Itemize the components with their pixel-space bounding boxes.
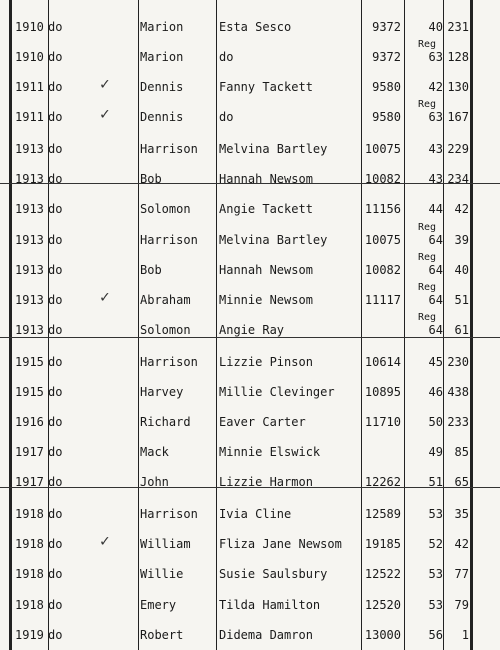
table-row — [0, 431, 500, 461]
reg-note: Reg — [418, 282, 437, 293]
page-cell: 233 — [447, 415, 469, 429]
table-row — [0, 36, 500, 66]
ditto-cell: do — [48, 507, 63, 521]
volume-cell: 53 — [428, 507, 443, 521]
table-row — [0, 188, 500, 218]
spouse-name-cell: Fliza Jane Newsom — [219, 537, 342, 551]
year-cell: 1913 — [15, 323, 44, 337]
ditto-cell: do — [48, 598, 63, 612]
page-cell: 65 — [454, 475, 469, 489]
given-name-cell: Harrison — [140, 233, 198, 247]
spouse-name-cell: Minnie Newsom — [219, 293, 313, 307]
table-row — [0, 523, 500, 553]
spouse-name-cell: Angie Tackett — [219, 202, 313, 216]
volume-cell: 42 — [428, 80, 443, 94]
license-number-cell: 12262 — [364, 475, 401, 489]
table-row — [0, 158, 500, 188]
license-number-cell: 10075 — [364, 142, 401, 156]
spouse-name-cell: Lizzie Pinson — [219, 355, 313, 369]
volume-cell: 53 — [428, 567, 443, 581]
ditto-cell: do — [48, 80, 63, 94]
table-row — [0, 219, 500, 249]
reg-note: Reg — [418, 99, 437, 110]
table-row — [0, 493, 500, 523]
license-number-cell: 10895 — [364, 385, 401, 399]
year-cell: 1911 — [15, 110, 44, 124]
volume-cell: 46 — [428, 385, 443, 399]
ditto-cell: do — [48, 233, 63, 247]
reg-note: Reg — [418, 39, 437, 50]
spouse-name-cell: do — [219, 50, 234, 64]
reg-note: Reg — [418, 312, 437, 323]
license-number-cell: 19185 — [364, 537, 401, 551]
table-row — [0, 66, 500, 96]
license-number-cell: 12520 — [364, 598, 401, 612]
given-name-cell: Bob — [140, 263, 162, 277]
checkmark-icon: ✓ — [100, 287, 110, 306]
volume-cell: 63 — [428, 110, 443, 124]
page-cell: 42 — [454, 202, 469, 216]
ditto-cell: do — [48, 142, 63, 156]
ditto-cell: do — [48, 20, 63, 34]
spouse-name-cell: Eaver Carter — [219, 415, 306, 429]
given-name-cell: Harrison — [140, 142, 198, 156]
license-number-cell: 11156 — [364, 202, 401, 216]
page-cell: 51 — [454, 293, 469, 307]
license-number-cell: 9580 — [372, 80, 401, 94]
table-row — [0, 96, 500, 126]
checkmark-icon: ✓ — [100, 74, 110, 93]
year-cell: 1918 — [15, 567, 44, 581]
spouse-name-cell: Melvina Bartley — [219, 142, 328, 156]
volume-cell: 44 — [428, 202, 443, 216]
page-cell: 61 — [454, 323, 469, 337]
year-cell: 1918 — [15, 598, 44, 612]
year-cell: 1913 — [15, 172, 44, 186]
page-cell: 35 — [454, 507, 469, 521]
ditto-cell: do — [48, 355, 63, 369]
license-number-cell: 12522 — [364, 567, 401, 581]
page-cell: 42 — [454, 537, 469, 551]
page-cell: 40 — [454, 263, 469, 277]
page-cell: 231 — [447, 20, 469, 34]
license-number-cell: 9580 — [372, 110, 401, 124]
license-number-cell: 10075 — [364, 233, 401, 247]
page-cell: 79 — [454, 598, 469, 612]
table-row — [0, 584, 500, 614]
volume-cell: 64 — [428, 263, 443, 277]
given-name-cell: Solomon — [140, 323, 191, 337]
spouse-name-cell: Tilda Hamilton — [219, 598, 321, 612]
ditto-cell: do — [48, 202, 63, 216]
given-name-cell: Bob — [140, 172, 162, 186]
year-cell: 1913 — [15, 202, 44, 216]
spouse-name-cell: Angie Ray — [219, 323, 285, 337]
volume-cell: 53 — [428, 598, 443, 612]
table-row — [0, 614, 500, 644]
page-cell: 229 — [447, 142, 469, 156]
spouse-name-cell: Fanny Tackett — [219, 80, 313, 94]
reg-note: Reg — [418, 222, 437, 233]
spouse-name-cell: Melvina Bartley — [219, 233, 328, 247]
given-name-cell: Mack — [140, 445, 169, 459]
volume-cell: 51 — [428, 475, 443, 489]
page-cell: 230 — [447, 355, 469, 369]
page-cell: 438 — [447, 385, 469, 399]
ditto-cell: do — [48, 415, 63, 429]
given-name-cell: Harrison — [140, 355, 198, 369]
license-number-cell: 12589 — [364, 507, 401, 521]
table-row — [0, 128, 500, 158]
year-cell: 1918 — [15, 537, 44, 551]
page-cell: 1 — [461, 628, 469, 642]
checkmark-icon: ✓ — [100, 531, 110, 550]
given-name-cell: Emery — [140, 598, 177, 612]
given-name-cell: Harvey — [140, 385, 184, 399]
ditto-cell: do — [48, 263, 63, 277]
given-name-cell: Marion — [140, 20, 184, 34]
spouse-name-cell: Esta Sesco — [219, 20, 292, 34]
license-number-cell: 10082 — [364, 263, 401, 277]
spouse-name-cell: Didema Damron — [219, 628, 313, 642]
table-row — [0, 6, 500, 36]
year-cell: 1915 — [15, 355, 44, 369]
spouse-name-cell: Minnie Elswick — [219, 445, 321, 459]
license-number-cell: 10082 — [364, 172, 401, 186]
license-number-cell: 13000 — [364, 628, 401, 642]
spouse-name-cell: do — [219, 110, 234, 124]
license-number-cell: 11710 — [364, 415, 401, 429]
given-name-cell: Dennis — [140, 110, 184, 124]
year-cell: 1919 — [15, 628, 44, 642]
volume-cell: 43 — [428, 142, 443, 156]
license-number-cell: 9372 — [372, 50, 401, 64]
volume-cell: 64 — [428, 293, 443, 307]
spouse-name-cell: Hannah Newsom — [219, 172, 313, 186]
year-cell: 1913 — [15, 293, 44, 307]
page-cell: 167 — [447, 110, 469, 124]
ditto-cell: do — [48, 323, 63, 337]
table-row — [0, 309, 500, 339]
volume-cell: 63 — [428, 50, 443, 64]
year-cell: 1910 — [15, 50, 44, 64]
given-name-cell: John — [140, 475, 169, 489]
page-cell: 128 — [447, 50, 469, 64]
ditto-cell: do — [48, 445, 63, 459]
volume-cell: 50 — [428, 415, 443, 429]
ditto-cell: do — [48, 172, 63, 186]
year-cell: 1911 — [15, 80, 44, 94]
given-name-cell: Dennis — [140, 80, 184, 94]
given-name-cell: Willie — [140, 567, 184, 581]
page-cell: 39 — [454, 233, 469, 247]
ditto-cell: do — [48, 110, 63, 124]
spouse-name-cell: Ivia Cline — [219, 507, 292, 521]
table-row — [0, 371, 500, 401]
year-cell: 1913 — [15, 142, 44, 156]
given-name-cell: Harrison — [140, 507, 198, 521]
given-name-cell: Richard — [140, 415, 191, 429]
spouse-name-cell: Susie Saulsbury — [219, 567, 328, 581]
page-cell: 130 — [447, 80, 469, 94]
given-name-cell: Marion — [140, 50, 184, 64]
license-number-cell: 11117 — [364, 293, 401, 307]
license-number-cell: 9372 — [372, 20, 401, 34]
table-row — [0, 461, 500, 491]
spouse-name-cell: Millie Clevinger — [219, 385, 335, 399]
license-number-cell: 10614 — [364, 355, 401, 369]
given-name-cell: William — [140, 537, 191, 551]
ditto-cell: do — [48, 567, 63, 581]
given-name-cell: Abraham — [140, 293, 191, 307]
ditto-cell: do — [48, 293, 63, 307]
spouse-name-cell: Hannah Newsom — [219, 263, 313, 277]
volume-cell: 56 — [428, 628, 443, 642]
volume-cell: 43 — [428, 172, 443, 186]
year-cell: 1916 — [15, 415, 44, 429]
volume-cell: 45 — [428, 355, 443, 369]
ditto-cell: do — [48, 475, 63, 489]
reg-note: Reg — [418, 252, 437, 263]
year-cell: 1915 — [15, 385, 44, 399]
table-row — [0, 401, 500, 431]
ditto-cell: do — [48, 537, 63, 551]
page-cell: 77 — [454, 567, 469, 581]
table-row — [0, 341, 500, 371]
page-cell: 234 — [447, 172, 469, 186]
checkmark-icon: ✓ — [100, 104, 110, 123]
given-name-cell: Robert — [140, 628, 184, 642]
year-cell: 1917 — [15, 475, 44, 489]
table-row — [0, 249, 500, 279]
year-cell: 1917 — [15, 445, 44, 459]
year-cell: 1913 — [15, 233, 44, 247]
year-cell: 1918 — [15, 507, 44, 521]
volume-cell: 64 — [428, 323, 443, 337]
spouse-name-cell: Lizzie Harmon — [219, 475, 313, 489]
page-cell: 85 — [454, 445, 469, 459]
ditto-cell: do — [48, 50, 63, 64]
year-cell: 1910 — [15, 20, 44, 34]
table-row — [0, 279, 500, 309]
volume-cell: 49 — [428, 445, 443, 459]
volume-cell: 40 — [428, 20, 443, 34]
ditto-cell: do — [48, 385, 63, 399]
table-row — [0, 553, 500, 583]
given-name-cell: Solomon — [140, 202, 191, 216]
volume-cell: 52 — [428, 537, 443, 551]
year-cell: 1913 — [15, 263, 44, 277]
ditto-cell: do — [48, 628, 63, 642]
volume-cell: 64 — [428, 233, 443, 247]
